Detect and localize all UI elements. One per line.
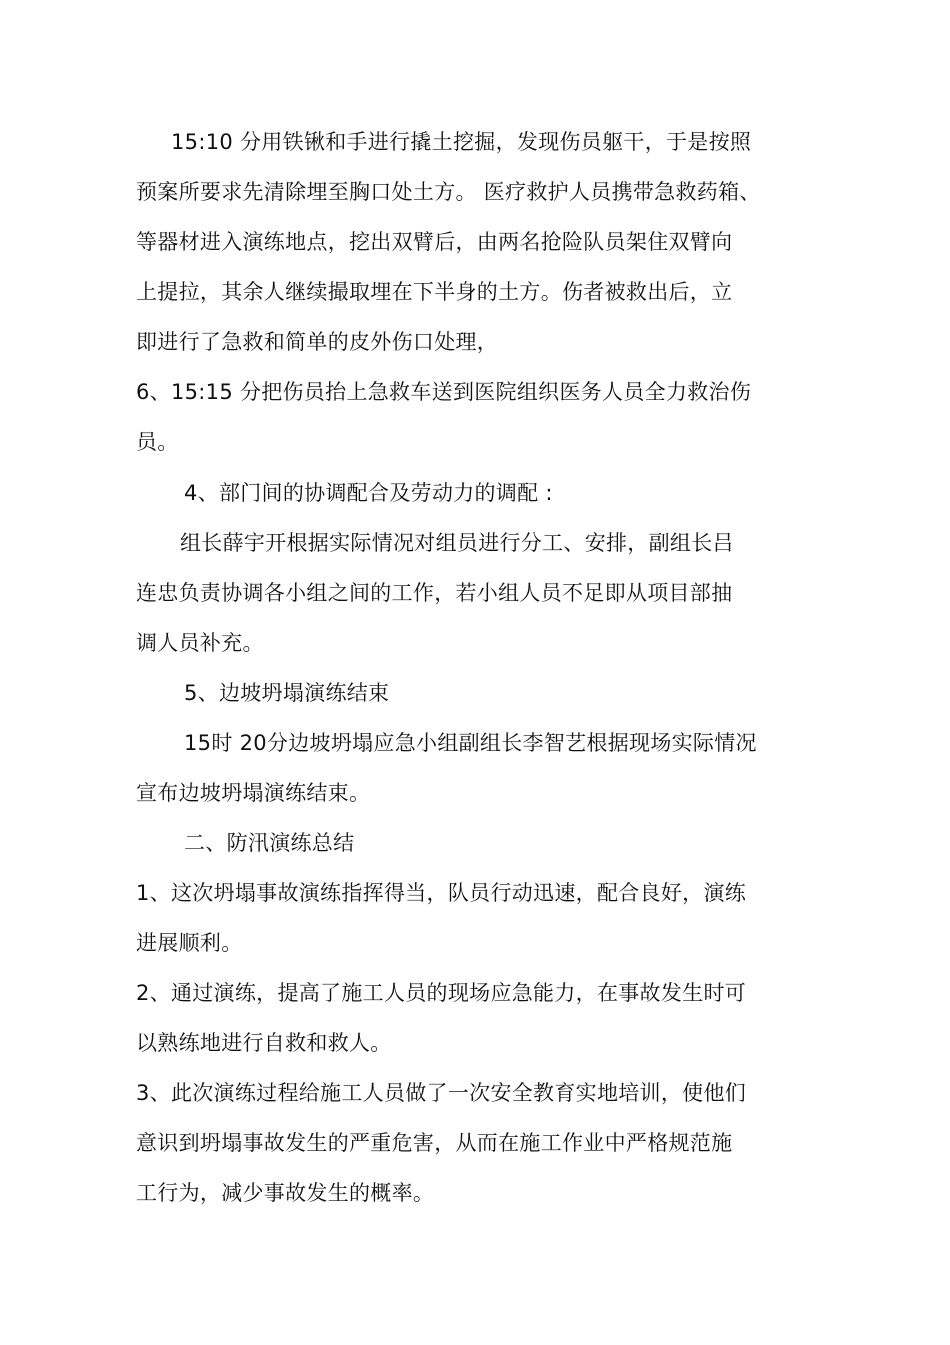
- text-line-17: 进展顺利。: [136, 931, 243, 955]
- text-line-10: 连忠负责协调各小组之间的工作，若小组人员不足即从项目部抽: [136, 581, 733, 605]
- text-line-2: 预案所要求先清除埋至胸口处土方。 医疗救护人员携带急救药箱、: [136, 180, 761, 204]
- text-line-6: 6、15:15 分把伤员抬上急救车送到医院组织医务人员全力救治伤: [136, 380, 752, 404]
- section-heading-5: 5、边坡坍塌演练结束: [184, 681, 390, 705]
- text-line-3: 等器材进入演练地点，挖出双臂后，由两名抢险队员架住双臂向: [136, 230, 733, 254]
- text-line-22: 工行为，减少事故发生的概率。: [136, 1181, 435, 1205]
- text-line-20: 3、此次演练过程给施工人员做了一次安全教育实地培训，使他们: [136, 1081, 747, 1105]
- text-line-21: 意识到坍塌事故发生的严重危害，从而在施工作业中严格规范施: [136, 1131, 733, 1155]
- text-line-7: 员。: [136, 430, 179, 454]
- text-line-19: 以熟练地进行自救和救人。: [136, 1031, 392, 1055]
- text-line-16: 1、这次坍塌事故演练指挥得当，队员行动迅速，配合良好，演练: [136, 881, 747, 905]
- text-line-18: 2、通过演练，提高了施工人员的现场应急能力，在事故发生时可: [136, 981, 747, 1005]
- text-line-13: 15时 20分边坡坍塌应急小组副组长李智艺根据现场实际情况: [184, 731, 757, 755]
- section-heading-4: 4、部门间的协调配合及劳动力的调配 :: [184, 481, 553, 505]
- text-line-4: 上提拉，其余人继续撮取埋在下半身的土方。伤者被救出后，立: [136, 280, 733, 304]
- text-line-11: 调人员补充。: [136, 631, 264, 655]
- text-line-1: 15:10 分用铁锹和手进行撬土挖掘，发现伤员躯干，于是按照: [171, 130, 752, 154]
- text-line-5: 即进行了急救和简单的皮外伤口处理，: [136, 330, 499, 354]
- section-heading-2: 二、防汛演练总结: [184, 831, 355, 855]
- text-line-9: 组长薛宇开根据实际情况对组员进行分工、安排，副组长吕: [180, 531, 734, 555]
- text-line-14: 宣布边坡坍塌演练结束。: [136, 781, 371, 805]
